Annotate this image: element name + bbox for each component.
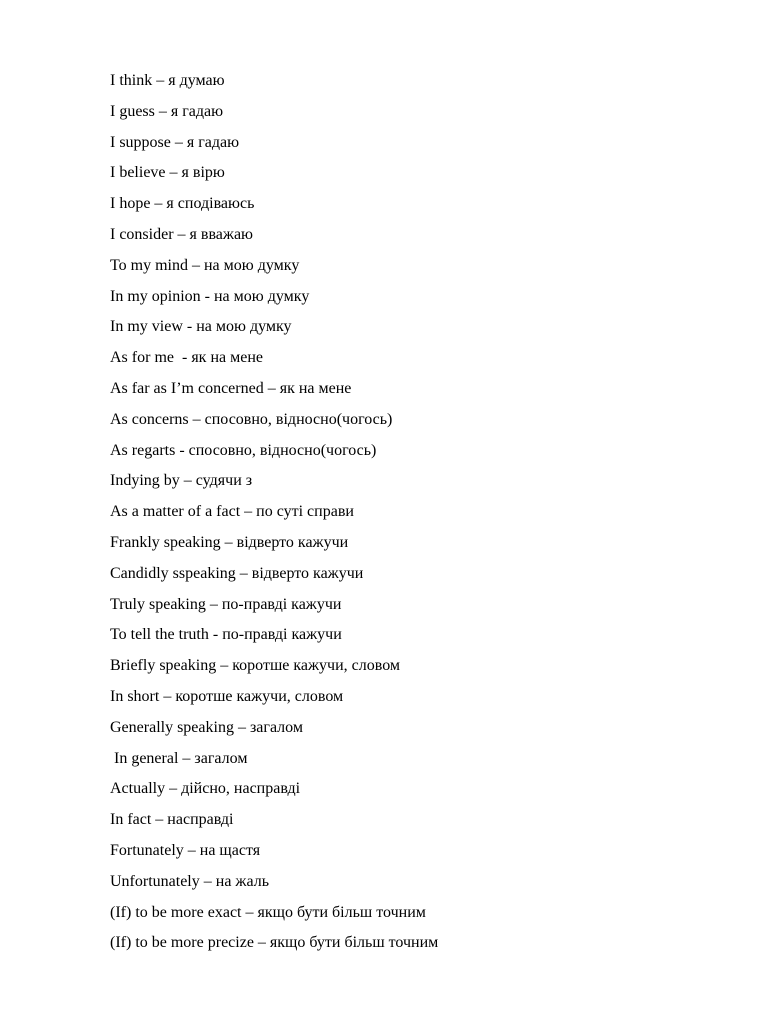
phrase-line: In my opinion - на мою думку xyxy=(110,287,310,305)
phrase-line: In general – загалом xyxy=(110,749,248,767)
phrase-line: In fact – насправді xyxy=(110,811,234,829)
phrase-line: In my view - на мою думку xyxy=(110,318,292,336)
phrase-line: As concerns – спосовно, відносно(чогось) xyxy=(110,410,393,428)
phrase-line: Truly speaking – по-правді кажучи xyxy=(110,595,342,613)
phrase-line: I think – я думаю xyxy=(110,72,225,89)
phrase-line: (If) to be more exact – якщо бути більш точним xyxy=(110,903,426,921)
phrase-list xyxy=(110,66,730,959)
phrase-line: As far as I’m concerned – як на мене xyxy=(110,379,352,397)
phrase-line: Fortunately – на щастя xyxy=(110,841,261,859)
phrase-line: Indying by – судячи з xyxy=(110,472,253,490)
phrase-line: To my mind – на мою думку xyxy=(110,256,300,274)
phrase-line: I hope – я сподіваюсь xyxy=(110,195,255,213)
phrase-line: Unfortunately – на жаль xyxy=(110,872,269,890)
phrase-line: Actually – дійсно, насправді xyxy=(110,780,301,798)
phrase-line: Frankly speaking – відверто кажучи xyxy=(110,533,349,551)
phrase-line: As a matter of a fact – по суті справи xyxy=(110,503,354,521)
phrase-line: I consider – я вважаю xyxy=(110,225,253,243)
phrase-line: I guess – я гадаю xyxy=(110,102,224,120)
phrase-line: As regarts - спосовно, відносно(чогось) xyxy=(110,441,377,459)
phrase-line: As for me - як на мене xyxy=(110,349,263,367)
phrase-line: I suppose – я гадаю xyxy=(110,133,240,151)
phrase-line: Generally speaking – загалом xyxy=(110,718,303,736)
phrase-line: In short – коротше кажучи, словом xyxy=(110,687,344,705)
phrase-line: To tell the truth - по-правді кажучи xyxy=(110,626,342,644)
phrase-line: Candidly sspeaking – відверто кажучи xyxy=(110,564,364,582)
phrase-line: (If) to be more precize – якщо бути більш точним xyxy=(110,934,439,952)
phrase-line: I believe – я вірю xyxy=(110,164,225,182)
phrase-line: Briefly speaking – коротше кажучи, словом xyxy=(110,657,401,675)
